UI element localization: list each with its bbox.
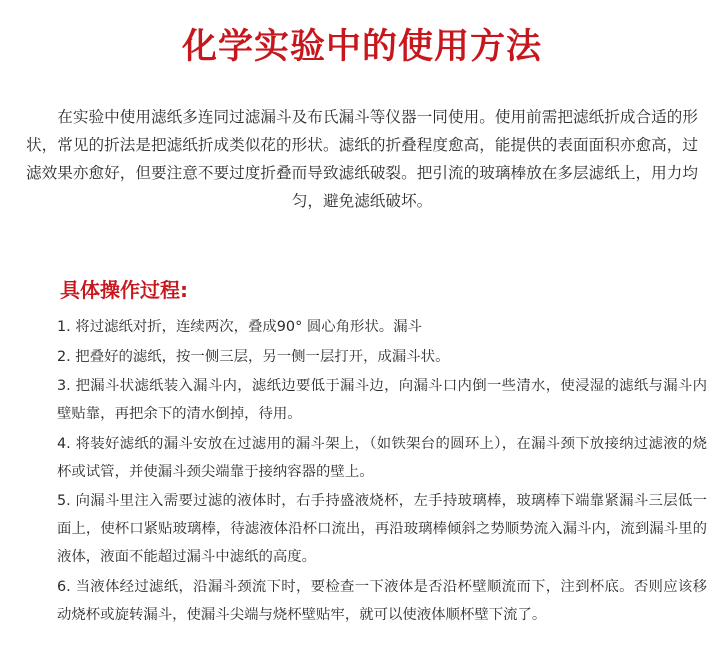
step-item-4: 4. 将装好滤纸的漏斗安放在过滤用的漏斗架上，（如铁架台的圆环上），在漏斗颈下放接纳过滤液的烧杯或试管，并使漏斗颈尖端靠于接纳容器的壁上。	[57, 435, 707, 480]
step-item-1: 1. 将过滤纸对折，连续两次，叠成90° 圆心角形状。漏斗	[57, 319, 422, 335]
step-item-6: 6. 当液体经过滤纸，沿漏斗颈流下时，要检查一下液体是否沿杯壁顺流而下，注到杯底。否则应该移动烧杯或旋转漏斗，使漏斗尖端与烧杯壁贴牢，就可以使液体顺杯壁下流了。	[57, 578, 707, 623]
intro-paragraph: 在实验中使用滤纸多连同过滤漏斗及布氏漏斗等仪器一同使用。使用前需把滤纸折成合适的形状，常见的折法是把滤纸折成类似花的形状。滤纸的折叠程度愈高，能提供的表面面积亦愈高，过滤效果亦愈好，但要注意不要过度折叠而导致滤纸破裂。把引流的玻璃棒放在多层滤纸上，用力均匀，避免滤纸破坏。	[26, 108, 698, 210]
section-heading: 具体操作过程:	[60, 278, 188, 302]
page-title: 化学实验中的使用方法	[181, 27, 542, 67]
step-item-2: 2. 把叠好的滤纸，按一侧三层，另一侧一层打开，成漏斗状。	[57, 348, 450, 365]
step-item-5: 5. 向漏斗里注入需要过滤的液体时，右手持盛液烧杯，左手持玻璃棒，玻璃棒下端靠紧漏斗三层低一面上，使杯口紧贴玻璃棒，待滤液体沿杯口流出，再沿玻璃棒倾斜之势顺势流入漏斗内，流到漏斗里的液体，液面不能超过漏斗中滤纸的高度。	[57, 493, 707, 565]
step-item-3: 3. 把漏斗状滤纸装入漏斗内，滤纸边要低于漏斗边，向漏斗口内倒一些清水，使浸湿的滤纸与漏斗内壁贴靠，再把余下的清水倒掉，待用。	[57, 378, 707, 422]
steps-list	[57, 313, 707, 630]
